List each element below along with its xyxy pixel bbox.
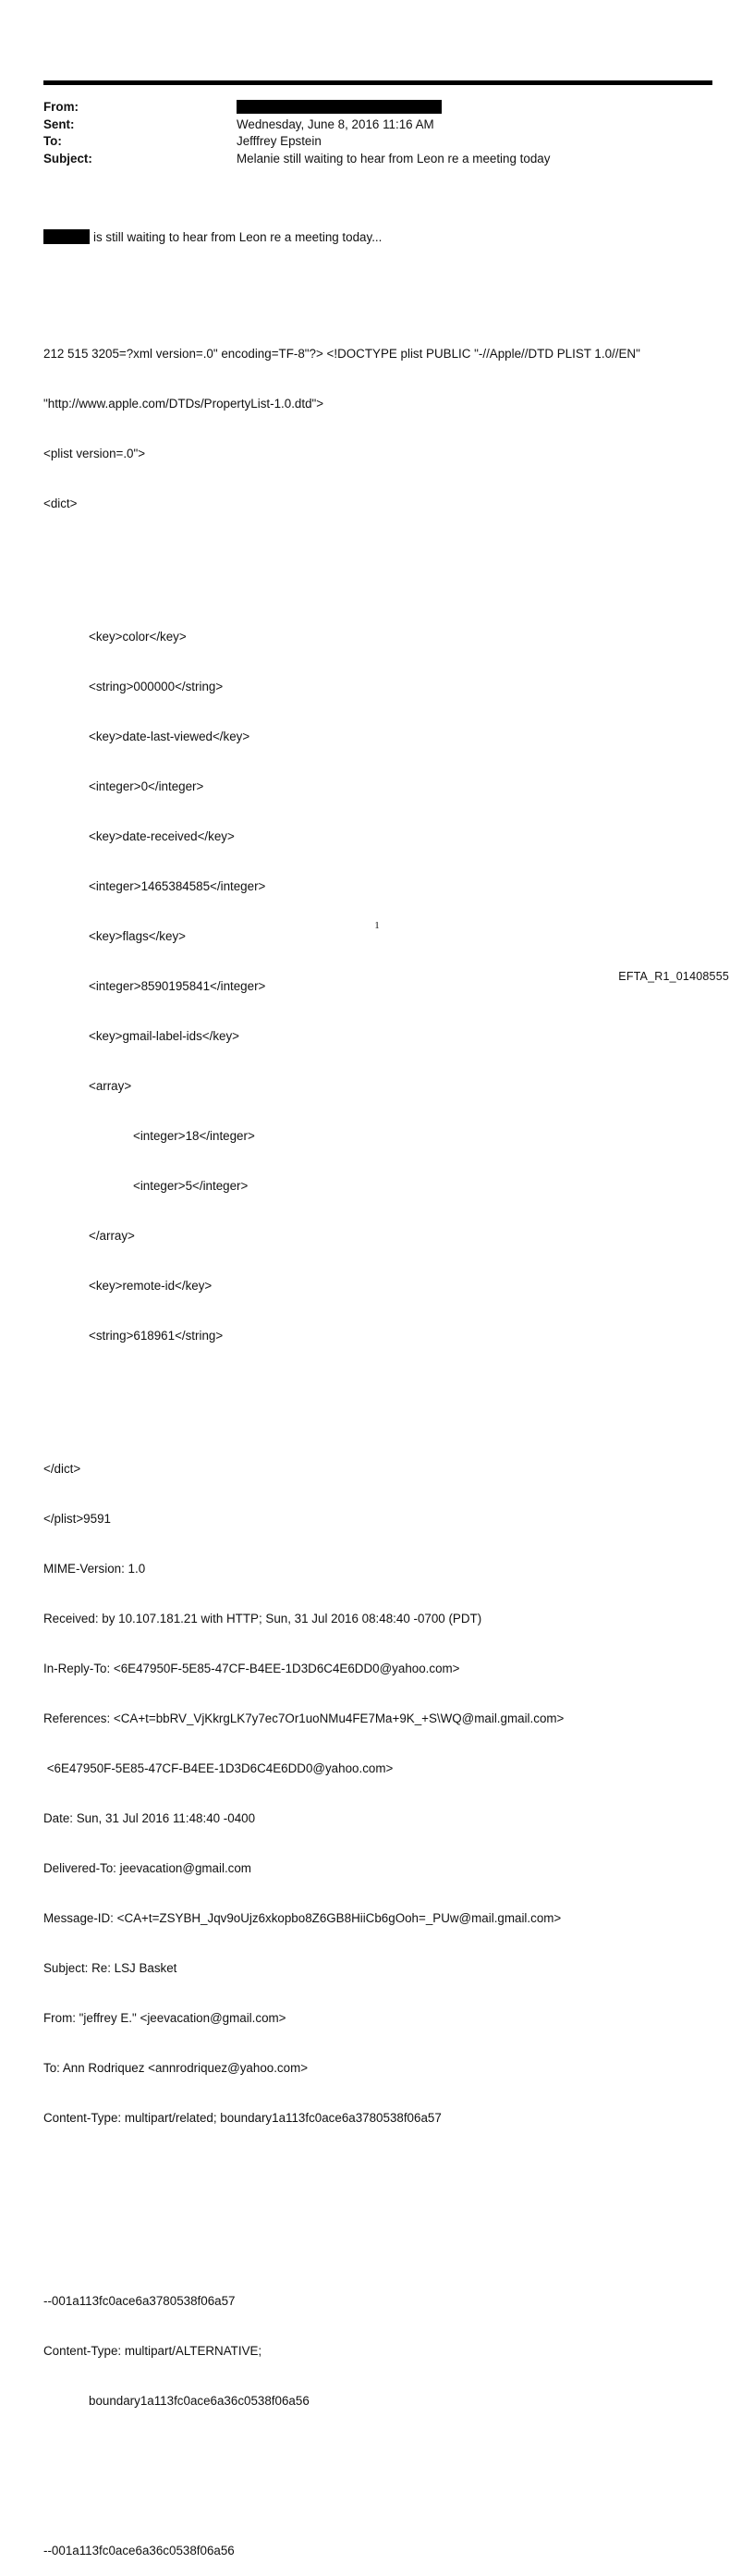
body-line: <key>remote-id</key>	[89, 1279, 213, 1293]
subject-label: Subject:	[43, 151, 92, 166]
body-line: </array>	[89, 1229, 135, 1243]
body-line: <integer>8590195841</integer>	[89, 979, 266, 993]
body-line: MIME-Version: 1.0	[43, 1562, 146, 1576]
body-line: <key>date-received</key>	[89, 829, 235, 843]
from-value	[237, 99, 712, 117]
mime-headers	[43, 1428, 727, 2160]
document-id: EFTA_R1_01408555	[618, 970, 729, 983]
to-label: To:	[43, 134, 62, 148]
to-row	[43, 133, 712, 151]
sent-label: Sent:	[43, 117, 75, 131]
body-line: <plist version=.0">	[43, 447, 146, 460]
sent-value: Wednesday, June 8, 2016 11:16 AM	[237, 117, 434, 131]
body-line: <integer>0</integer>	[89, 779, 204, 793]
body-line: <integer>5</integer>	[133, 1179, 249, 1193]
email-body	[43, 196, 727, 2576]
body-line: boundary1a113fc0ace6a36c0538f06a56	[89, 2394, 310, 2408]
sent-row	[43, 117, 712, 134]
body-line: <6E47950F-5E85-47CF-B4EE-1D3D6C4E6DD0@yahoo.com>	[43, 1761, 394, 1775]
body-line: Content-Type: multipart/related; boundary1a113fc0ace6a3780538f06a57	[43, 2111, 442, 2125]
body-line: <key>flags</key>	[89, 929, 186, 943]
boundary-line: --001a113fc0ace6a3780538f06a57	[43, 2294, 236, 2308]
redaction-block	[43, 229, 90, 244]
email-header	[43, 99, 712, 167]
body-line: Delivered-To: jeevacation@gmail.com	[43, 1861, 251, 1875]
body-line: Content-Type: multipart/ALTERNATIVE;	[43, 2344, 262, 2358]
spacer	[43, 2210, 727, 2243]
body-line: <integer>18</integer>	[133, 1129, 255, 1143]
body-line: <key>color</key>	[89, 630, 187, 644]
body-line: "http://www.apple.com/DTDs/PropertyList-1.0.dtd">	[43, 397, 324, 411]
body-line: From: "jeffrey E." <jeevacation@gmail.com>	[43, 2011, 286, 2025]
body-line: Subject: Re: LSJ Basket	[43, 1961, 177, 1975]
plist-header	[43, 313, 727, 546]
intro-text: is still waiting to hear from Leon re a meeting today...	[93, 230, 383, 244]
spacer	[43, 2459, 727, 2493]
page-number: 1	[374, 920, 380, 931]
to-value: Jefffrey Epstein	[237, 134, 322, 148]
body-line: Message-ID: <CA+t=ZSYBH_Jqv9oUjz6xkopbo8Z6GB8HiiCb6gOoh=_PUw@mail.gmail.com>	[43, 1911, 562, 1925]
body-line: </plist>9591	[43, 1512, 111, 1526]
subject-row	[43, 151, 712, 168]
redaction-block	[237, 100, 442, 114]
from-row	[43, 99, 712, 117]
body-line: Date: Sun, 31 Jul 2016 11:48:40 -0400	[43, 1811, 256, 1825]
body-line: <key>gmail-label-ids</key>	[89, 1029, 240, 1043]
body-line: <array>	[89, 1079, 132, 1093]
body-line: References: <CA+t=bbRV_VjKkrgLK7y7ec7Or1uoNMu4FE7Ma+9K_+S\WQ@mail.gmail.com>	[43, 1711, 565, 1725]
body-line: <string>000000</string>	[89, 680, 224, 693]
body-line: To: Ann Rodriquez <annrodriquez@yahoo.com>	[43, 2061, 309, 2075]
body-line: <integer>1465384585</integer>	[89, 879, 266, 893]
body-line: </dict>	[43, 1462, 81, 1476]
body-line: <key>date-last-viewed</key>	[89, 730, 250, 743]
boundary-line: --001a113fc0ace6a36c0538f06a56	[43, 2544, 235, 2558]
from-label: From:	[43, 100, 79, 114]
plist-dict	[43, 595, 727, 1378]
intro-line	[43, 229, 727, 246]
body-line: <dict>	[43, 497, 78, 510]
body-line: Received: by 10.107.181.21 with HTTP; Sun, 31 Jul 2016 08:48:40 -0700 (PDT)	[43, 1612, 482, 1625]
body-line: <string>618961</string>	[89, 1329, 224, 1343]
body-line: 212 515 3205=?xml version=.0" encoding=TF-8"?> <!DOCTYPE plist PUBLIC "-//Apple//DTD PLIST 1.0//EN"	[43, 347, 640, 361]
subject-value: Melanie still waiting to hear from Leon re a meeting today	[237, 151, 551, 166]
body-line: In-Reply-To: <6E47950F-5E85-47CF-B4EE-1D3D6C4E6DD0@yahoo.com>	[43, 1662, 460, 1675]
top-rule	[43, 80, 712, 85]
